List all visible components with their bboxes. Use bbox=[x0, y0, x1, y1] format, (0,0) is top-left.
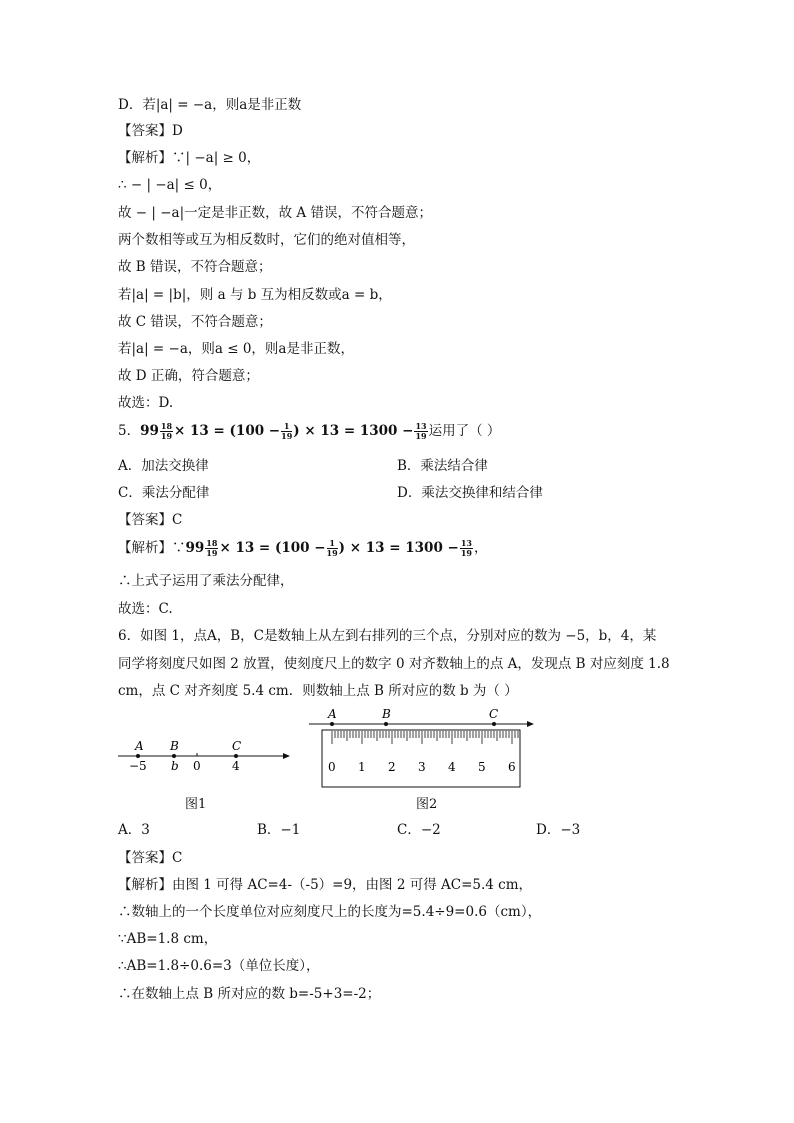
q4-analysis-line: 故 C 错误，不符合题意； bbox=[118, 314, 272, 330]
point-c-dot bbox=[234, 754, 238, 758]
ruler-number: 5 bbox=[478, 760, 486, 774]
q5-stem bbox=[118, 421, 500, 441]
point-c-label: C bbox=[489, 707, 499, 721]
q6-analysis-line: ∵AB=1.8 cm， bbox=[118, 931, 218, 947]
q4-conclusion: 故选：D. bbox=[118, 395, 174, 411]
fraction-numerator: 1 bbox=[327, 539, 338, 549]
q4-analysis-line: 【解析】∵| −a| ≥ 0， bbox=[118, 150, 261, 166]
point-b-label: B bbox=[170, 739, 179, 753]
q5-question-tail: 运用了（ ） bbox=[428, 423, 501, 439]
q6-option-d: D．−3 bbox=[536, 822, 581, 838]
ruler-number: 0 bbox=[328, 760, 336, 774]
origin-value: 0 bbox=[193, 759, 201, 773]
point-b-dot bbox=[172, 754, 176, 758]
q5-expression-part: × 13 = (100 − bbox=[174, 423, 281, 439]
fraction-denominator: 19 bbox=[160, 431, 173, 441]
q5-expression-part: × 13 = (100 − bbox=[219, 540, 326, 556]
q4-analysis-line: ∴ − | −a| ≤ 0， bbox=[118, 177, 222, 193]
fraction-numerator: 1 bbox=[281, 422, 292, 432]
q5-mixed-whole: 99 bbox=[185, 540, 205, 556]
point-a-label: A bbox=[135, 739, 144, 753]
q6-analysis-line: ∴数轴上的一个长度单位对应刻度尺上的长度为=5.4÷9=0.6（cm）， bbox=[118, 904, 542, 920]
q5-analysis-line: ∴上式子运用了乘法分配律， bbox=[118, 573, 294, 589]
figure1-caption: 图1 bbox=[185, 797, 207, 812]
ruler-number: 4 bbox=[448, 760, 456, 774]
q6-option-c: C．−2 bbox=[397, 822, 441, 838]
q5-analysis bbox=[118, 538, 488, 558]
point-c-dot bbox=[492, 722, 496, 726]
q5-mixed-fraction bbox=[160, 422, 173, 441]
point-c-value: 4 bbox=[232, 759, 240, 773]
q5-fraction bbox=[414, 422, 427, 441]
fraction-denominator: 19 bbox=[415, 431, 427, 441]
axis-arrow bbox=[283, 753, 290, 759]
figure2-caption: 图2 bbox=[416, 797, 438, 812]
q4-analysis-line: 故 B 错误，不符合题意； bbox=[118, 259, 272, 275]
q6-analysis-line: ∴AB=1.8÷0.6=3（单位长度）， bbox=[118, 958, 320, 974]
ruler-body bbox=[322, 730, 520, 787]
fraction-denominator: 19 bbox=[326, 548, 338, 558]
point-a-value: −5 bbox=[129, 759, 147, 773]
fraction-numerator: 18 bbox=[160, 421, 173, 431]
point-b-value: b bbox=[171, 759, 179, 773]
fraction-denominator: 19 bbox=[206, 548, 218, 558]
q6-analysis-line: ∴在数轴上点 B 所对应的数 b=-5+3=-2； bbox=[118, 986, 381, 1002]
q4-analysis-line: 故 D 正确，符合题意； bbox=[118, 368, 259, 384]
q6-answer: 【答案】C bbox=[118, 850, 183, 866]
q5-option-d: D．乘法交换律和结合律 bbox=[397, 485, 543, 501]
q4-analysis-line: 若|a| = −a，则a ≤ 0，则a是非正数， bbox=[118, 341, 354, 357]
ruler-number: 2 bbox=[388, 760, 396, 774]
q5-answer: 【答案】C bbox=[118, 512, 183, 528]
q5-option-a: A．加法交换律 bbox=[118, 458, 209, 474]
q4-answer: 【答案】D bbox=[118, 123, 183, 139]
q5-fraction bbox=[460, 539, 473, 558]
fraction-denominator: 19 bbox=[281, 431, 293, 441]
q5-option-c: C．乘法分配律 bbox=[118, 485, 210, 501]
point-c-label: C bbox=[232, 739, 242, 753]
q4-analysis-line: 若|a| = |b|，则 a 与 b 互为相反数或a = b， bbox=[118, 287, 392, 303]
q5-expression-part: ) × 13 = 1300 − bbox=[338, 540, 459, 556]
q4-option-d: D．若|a| = −a，则a是非正数 bbox=[118, 97, 302, 113]
q4-analysis-line: 两个数相等或互为相反数时，它们的绝对值相等， bbox=[118, 232, 415, 248]
ruler-number: 3 bbox=[418, 760, 426, 774]
point-b-label: B bbox=[382, 707, 391, 721]
q5-fraction bbox=[281, 422, 292, 441]
fraction-numerator: 13 bbox=[415, 421, 427, 431]
point-a-label: A bbox=[328, 707, 337, 721]
ruler-ticks bbox=[332, 731, 518, 744]
punctuation: ， bbox=[474, 540, 488, 556]
q5-mixed-whole: 99 bbox=[140, 423, 159, 439]
fraction-denominator: 19 bbox=[460, 548, 472, 558]
analysis-label: 【解析】∵ bbox=[118, 540, 186, 556]
point-a-dot bbox=[136, 754, 140, 758]
figure1-number-line bbox=[115, 735, 295, 775]
q5-option-b: B．乘法结合律 bbox=[397, 458, 488, 474]
q5-conclusion: 故选：C. bbox=[118, 601, 173, 617]
fraction-numerator: 18 bbox=[206, 538, 218, 548]
q5-fraction bbox=[327, 539, 338, 558]
ruler-number: 6 bbox=[508, 760, 516, 774]
figure2-ruler bbox=[305, 704, 545, 790]
point-a-dot bbox=[330, 722, 334, 726]
q5-expression-part: ) × 13 = 1300 − bbox=[293, 423, 414, 439]
q6-option-b: B．−1 bbox=[257, 822, 301, 838]
q6-stem-line: cm，点 C 对齐刻度 5.4 cm．则数轴上点 B 所对应的数 b 为（ ） bbox=[118, 683, 518, 699]
q6-stem-line: 6．如图 1，点A，B，C是数轴上从左到右排列的三个点，分别对应的数为 −5，b，4，某 bbox=[118, 628, 657, 644]
q4-analysis-line: 故 − | −a|一定是非正数，故 A 错误，不符合题意； bbox=[118, 205, 432, 221]
q6-option-a: A．3 bbox=[118, 822, 150, 838]
fraction-numerator: 13 bbox=[460, 538, 472, 548]
q6-stem-line: 同学将刻度尺如图 2 放置，使刻度尺上的数字 0 对齐数轴上的点 A，发现点 B 对应刻度 1.8 bbox=[118, 656, 670, 672]
ruler-number: 1 bbox=[358, 760, 366, 774]
q5-mixed-fraction bbox=[205, 539, 218, 558]
axis-arrow bbox=[527, 721, 534, 727]
q5-number: 5． bbox=[118, 423, 141, 439]
q6-analysis-line: 【解析】由图 1 可得 AC=4-（-5）=9，由图 2 可得 AC=5.4 cm， bbox=[118, 877, 533, 893]
point-b-dot bbox=[384, 722, 388, 726]
